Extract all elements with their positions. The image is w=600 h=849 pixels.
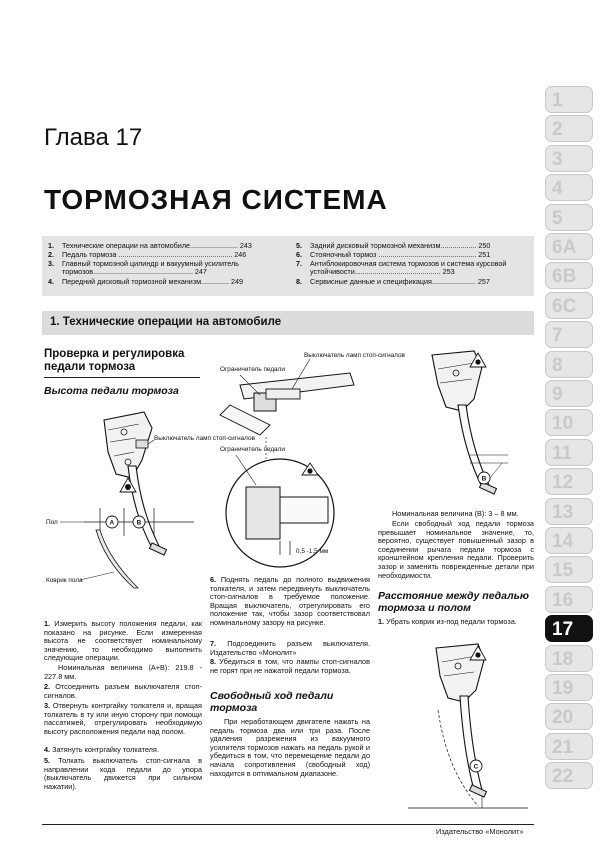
toc-text: Технические операции на автомобиле........................ 243 — [62, 241, 252, 250]
dim-b-label: B — [481, 475, 487, 483]
free-play-figure — [378, 345, 536, 510]
nominal-value: Номинальная величина (B): 3 – 8 мм. — [392, 509, 519, 518]
chapter-tab-22[interactable]: 22 — [545, 762, 593, 789]
page-title: ТОРМОЗНАЯ СИСТЕМА — [44, 184, 388, 215]
subsection-heading: Расстояние между педалью тормоза и полом — [378, 590, 529, 614]
pedal-floor-figure — [378, 640, 536, 820]
chapter-tab-6c[interactable]: 6C — [545, 292, 593, 319]
chapter-tab-17[interactable]: 17 — [545, 615, 593, 642]
chapter-tab-16[interactable]: 16 — [545, 586, 593, 613]
toc-text: Задний дисковый тормозной механизм.................. 250 — [310, 241, 491, 250]
dim-a-label: A — [109, 519, 115, 527]
step-text: Убрать коврик из-под педали тормоза. — [386, 617, 517, 626]
footer-rule — [42, 824, 534, 825]
mat-label: Коврик пола — [46, 577, 83, 584]
chapter-tab-1[interactable]: 1 — [545, 86, 593, 113]
toc-item[interactable] — [48, 278, 286, 286]
body-paragraph: При неработающем двигателе нажать на педаль тормоза два или три раза. После удаления разрежения из вакуумного усилителя тормозов нажать на педаль рукой и убедиться в том, что перемещение педали до начала сопротивления (свободный ход) находится в оптимальном диапазоне. — [210, 717, 370, 778]
chapter-tab-5[interactable]: 5 — [545, 204, 593, 231]
chapter-tab-14[interactable]: 14 — [545, 527, 593, 554]
step-text: Толкать выключатель стоп-сигнала в направлении хода педали до упора (выключатель движется при сильном нажатии). — [44, 756, 202, 791]
chapter-tab-4[interactable]: 4 — [545, 174, 593, 201]
chapter-tab-20[interactable]: 20 — [545, 703, 593, 730]
heading-rule — [44, 377, 200, 378]
chapter-tab-6b[interactable]: 6B — [545, 262, 593, 289]
step-text: Убедиться в том, что лампы стоп-сигналов не горят при не нажатой педали тормоза. — [210, 657, 370, 675]
chapter-tab-13[interactable]: 13 — [545, 498, 593, 525]
switch-label: Выключатель ламп стоп-сигналов — [154, 435, 255, 442]
figure-heading: Высота педали тормоза — [44, 385, 179, 397]
publisher-credit: Издательство «Монолит» — [436, 827, 524, 836]
toc-text: Стояночный тормоз ................................................. 251 — [310, 250, 491, 259]
step-number: 5. — [44, 756, 51, 765]
step-text: Поднять педаль до полного выдвижения толкателя, и затем передвинуть выключатель стоп-сигналов в требуемое положение. Вращая выключатель, отрегулировать его положение так, чтобы зазор соответствовал номинальному зазору на рисунке. — [210, 575, 370, 627]
chapter-tab-8[interactable]: 8 — [545, 351, 593, 378]
toc-item[interactable] — [296, 260, 530, 277]
chapter-tab-21[interactable]: 21 — [545, 733, 593, 760]
step-number: 6. — [210, 575, 217, 584]
toc-number: 3. — [48, 259, 54, 268]
toc-number: 2. — [48, 250, 54, 259]
step-paragraph — [210, 576, 370, 628]
toc-text: Сервисные данные и спецификация...................... 257 — [310, 277, 490, 286]
step-paragraph — [210, 658, 370, 675]
subsection-heading: Проверка и регулировка педали тормоза — [44, 348, 185, 373]
step-paragraph — [210, 640, 370, 657]
toc-text: Передний дисковый тормозной механизм.............. 249 — [62, 277, 244, 286]
section-title: 1. Технические операции на автомобиле — [50, 316, 282, 328]
chapter-tab-18[interactable]: 18 — [545, 645, 593, 672]
body-paragraph: Если свободный ход педали тормоза превышает номинальное значение, то, вероятно, существует повышенный зазор в соединении рычага педали тормоза с кронштейном крепления педали. Проверить зазор и заменить поврежденные детали при необходимости. — [378, 519, 534, 580]
step-text: Измерить высоту положения педали, как показано на рисунке. Если измеренная высота не соответствует номинальному значению, то необходимо выполнить следующие операции. — [44, 619, 202, 663]
chapter-tab-6a[interactable]: 6A — [545, 233, 593, 260]
step-paragraph — [378, 618, 534, 627]
step-number: 1. — [378, 617, 385, 626]
toc-number: 8. — [296, 277, 302, 286]
chapter-tab-10[interactable]: 10 — [545, 409, 593, 436]
step-number: 2. — [44, 682, 51, 691]
step-number: 1. — [44, 619, 51, 628]
stoplight-switch-figure — [210, 345, 405, 570]
switch-label-text: Выключатель ламп стоп-сигналов — [304, 352, 405, 359]
section-header — [42, 311, 534, 335]
step-number: 8. — [210, 657, 217, 666]
nominal-value: Номинальная величина (A+B): 219.8 - 227.8 мм. — [44, 663, 202, 681]
step-paragraph — [44, 683, 202, 700]
toc-number: 5. — [296, 241, 302, 250]
gap-label: 0,5 -1,5 мм — [296, 548, 329, 555]
step-number: 4. — [44, 745, 51, 754]
step-paragraph — [44, 702, 202, 736]
step-text: Отвернуть контргайку толкателя и, вращая толкатель в ту или иную сторону при помощи пассатижей, отрегулировать необходимую высоту расположения педали над полом. — [44, 701, 202, 736]
chapter-tab-11[interactable]: 11 — [545, 439, 593, 466]
chapter-tab-19[interactable]: 19 — [545, 674, 593, 701]
step-number: 7. — [210, 639, 217, 648]
dim-b-label: B — [136, 519, 142, 527]
limiter-label-top: Ограничитель педали — [220, 366, 285, 373]
step-text: Отсоединить разъем выключателя стоп-сигналов. — [44, 682, 202, 700]
chapter-tab-9[interactable]: 9 — [545, 380, 593, 407]
subsection-heading: Свободный ход педали тормоза — [210, 690, 334, 714]
step-paragraph — [44, 746, 202, 755]
chapter-label: Глава 17 — [44, 124, 143, 151]
step-text: Подсоединить разъем выключателя. Издательство «Монолит» — [210, 639, 370, 657]
toc-text: Антиблокировочная система тормозов и система курсовой устойчивости........................................... 253 — [310, 259, 507, 277]
toc-item[interactable] — [296, 278, 530, 286]
floor-label: Пол — [46, 519, 58, 526]
toc-number: 4. — [48, 277, 54, 286]
toc-number: 1. — [48, 241, 54, 250]
chapter-tab-15[interactable]: 15 — [545, 556, 593, 583]
step-paragraph — [44, 757, 202, 791]
chapter-tab-12[interactable]: 12 — [545, 468, 593, 495]
toc-item[interactable] — [48, 260, 286, 277]
step-paragraph — [44, 620, 202, 663]
step-text: Затянуть контргайку толкателя. — [52, 745, 159, 754]
chapter-tab-2[interactable]: 2 — [545, 115, 593, 142]
limiter-label-bottom: Ограничитель педали — [220, 446, 285, 453]
toc-text: Главный тормозной цилиндр и вакуумный усилитель тормозов.................................................. 247 — [62, 259, 239, 277]
table-of-contents — [42, 236, 534, 296]
step-number: 3. — [44, 701, 51, 710]
chapter-tab-7[interactable]: 7 — [545, 321, 593, 348]
toc-number: 7. — [296, 259, 302, 268]
dim-c-label: C — [473, 763, 479, 771]
toc-text: Педаль тормоза ......................................................... 246 — [62, 250, 247, 259]
toc-number: 6. — [296, 250, 302, 259]
chapter-tab-3[interactable]: 3 — [545, 145, 593, 172]
